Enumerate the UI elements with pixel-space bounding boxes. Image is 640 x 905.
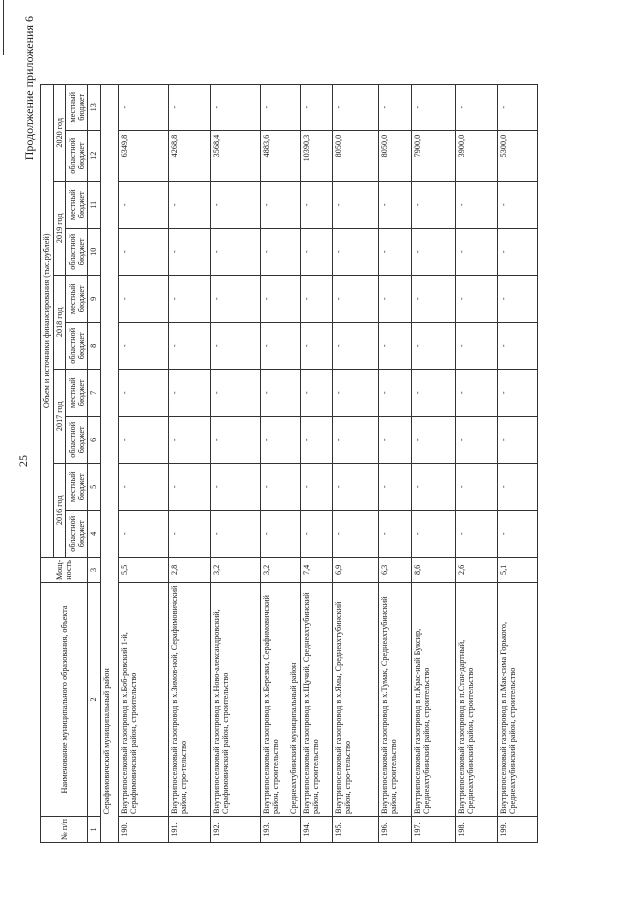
empty-value: - (332, 228, 378, 275)
empty-value: - (168, 322, 210, 369)
empty-value: - (497, 510, 537, 557)
row-number: 197. (411, 817, 455, 843)
object-name-text: Внутрипоселковый газопровод в х.Березки, Серафимовичский район, строительство (261, 595, 281, 814)
empty-value: - (210, 322, 260, 369)
row-number: 194. (300, 817, 332, 843)
local-2020-value: - (300, 84, 332, 130)
empty-value: - (411, 228, 455, 275)
empty-value: - (455, 416, 497, 463)
table-row (168, 84, 210, 842)
empty-value: - (168, 416, 210, 463)
column-number: 9 (88, 275, 100, 322)
empty-value: - (118, 510, 168, 557)
table-row (497, 84, 537, 842)
power-value: 2,6 (455, 557, 497, 582)
header-power: Мощ-ность (41, 557, 88, 582)
local-2020-value: - (118, 84, 168, 130)
regional-2020-value: 8050,0 (332, 130, 378, 181)
power-value: 3,2 (210, 557, 260, 582)
empty-value: - (455, 181, 497, 228)
empty-value: - (455, 510, 497, 557)
empty-value: - (455, 369, 497, 416)
empty-value: - (168, 369, 210, 416)
empty-value: - (497, 181, 537, 228)
object-name (455, 583, 497, 817)
empty-value: - (168, 228, 210, 275)
local-2020-value: - (210, 84, 260, 130)
header-regional-budget: областной бюджет (66, 228, 88, 275)
power-value: 2,8 (168, 557, 210, 582)
column-number: 1 (88, 817, 100, 843)
header-local-budget: местный бюджет (66, 369, 88, 416)
empty-value: - (260, 369, 300, 416)
row-number: 195. (332, 817, 378, 843)
object-name (210, 583, 260, 817)
empty-value: - (210, 510, 260, 557)
empty-value: - (210, 416, 260, 463)
column-number: 11 (88, 181, 100, 228)
empty-value: - (118, 369, 168, 416)
empty-value: - (168, 275, 210, 322)
empty-value: - (118, 228, 168, 275)
empty-value: - (411, 416, 455, 463)
section-title: Серафимовичский муниципальный район (100, 583, 118, 817)
section-title: Среднеахтубинский муниципальный район (288, 662, 298, 814)
column-number: 3 (88, 557, 100, 582)
empty-value: - (332, 322, 378, 369)
table-row (210, 84, 260, 842)
header-regional-budget: областной бюджет (66, 130, 88, 181)
object-name (260, 583, 300, 817)
object-name (378, 583, 411, 817)
page-number: 25 (16, 455, 30, 467)
table-row (332, 84, 378, 842)
empty-value: - (332, 463, 378, 510)
empty-value: - (411, 181, 455, 228)
object-name-text: Внутрипоселковый газопровод в п.Крас-ный Буксир, Среднеахтубинский район, строительство (412, 628, 432, 814)
empty-value: - (332, 181, 378, 228)
empty-value: - (455, 322, 497, 369)
empty-value: - (210, 181, 260, 228)
header-year: 2017 год (54, 369, 66, 463)
table-row (118, 84, 168, 842)
empty-value: - (378, 322, 411, 369)
regional-2020-value: 4883,6 (260, 130, 300, 181)
object-name-text: Внутрипоселковый газопровод в х.Зимов-ной, Серафимовичский район, стро-тельство (169, 585, 189, 814)
empty-value: - (260, 181, 300, 228)
header-name: Наименование муниципального образования, объекта (41, 583, 88, 817)
empty-value: - (300, 322, 332, 369)
column-number: 13 (88, 84, 100, 130)
local-2020-value: - (332, 84, 378, 130)
header-regional-budget: областной бюджет (66, 510, 88, 557)
section-spacer (100, 817, 118, 843)
local-2020-value: - (411, 84, 455, 130)
power-value: 3,2 (260, 557, 300, 582)
object-name-text: Внутрипоселковый газопровод в х.Боб-ровский 1-й, Серафимовичский район, строительство (119, 632, 139, 814)
empty-value: - (300, 463, 332, 510)
empty-value: - (378, 463, 411, 510)
regional-2020-value: 6349,8 (118, 130, 168, 181)
empty-value: - (378, 369, 411, 416)
table-row (455, 84, 497, 842)
empty-value: - (260, 228, 300, 275)
empty-value: - (168, 463, 210, 510)
empty-value: - (497, 463, 537, 510)
regional-2020-value: 5300,0 (497, 130, 537, 181)
empty-value: - (455, 228, 497, 275)
row-number: 190. (118, 817, 168, 843)
local-2020-value: - (455, 84, 497, 130)
empty-value: - (455, 275, 497, 322)
empty-value: - (497, 275, 537, 322)
empty-value: - (332, 416, 378, 463)
empty-value: - (332, 510, 378, 557)
column-number: 8 (88, 322, 100, 369)
row-number: 191. (168, 817, 210, 843)
empty-value: - (411, 510, 455, 557)
empty-value: - (210, 275, 260, 322)
empty-value: - (118, 275, 168, 322)
power-value: 6,3 (378, 557, 411, 582)
header-local-budget: местный бюджет (66, 181, 88, 228)
object-name (497, 583, 537, 817)
regional-2020-value: 10390,3 (300, 130, 332, 181)
empty-value: - (411, 369, 455, 416)
empty-value: - (378, 416, 411, 463)
object-name (300, 583, 332, 817)
empty-value: - (300, 369, 332, 416)
column-number: 6 (88, 416, 100, 463)
regional-2020-value: 8050,0 (378, 130, 411, 181)
row-number: 198. (455, 817, 497, 843)
header-year: 2019 год (54, 181, 66, 275)
empty-value: - (300, 510, 332, 557)
column-number: 5 (88, 463, 100, 510)
header-number: № п/п (41, 817, 88, 843)
section-spacer (100, 84, 118, 582)
empty-value: - (411, 463, 455, 510)
power-value: 6,9 (332, 557, 378, 582)
object-name-text: Внутрипоселковый газопровод в х.Ново-александровский, Серафимовичский район, строительство (211, 609, 231, 814)
empty-value: - (411, 322, 455, 369)
header-regional-budget: областной бюджет (66, 322, 88, 369)
header-year: 2016 год (54, 463, 66, 557)
header-local-budget: местный бюджет (66, 84, 88, 130)
empty-value: - (260, 275, 300, 322)
table-row (300, 84, 332, 842)
row-number: 192. (210, 817, 260, 843)
header-local-budget: местный бюджет (66, 463, 88, 510)
row-number: 196. (378, 817, 411, 843)
column-number: 12 (88, 130, 100, 181)
empty-value: - (260, 463, 300, 510)
table-row (260, 84, 300, 842)
empty-value: - (300, 275, 332, 322)
empty-value: - (300, 228, 332, 275)
object-name-text: Внутрипоселковый газопровод в х.Щучий, Среднеахтубинский район, строительство (301, 592, 321, 814)
empty-value: - (260, 416, 300, 463)
empty-value: - (118, 416, 168, 463)
continuation-label: Продолжение приложения 6 (22, 16, 36, 161)
empty-value: - (168, 510, 210, 557)
header-regional-budget: областной бюджет (66, 416, 88, 463)
local-2020-value: - (260, 84, 300, 130)
empty-value: - (378, 275, 411, 322)
empty-value: - (378, 510, 411, 557)
empty-value: - (300, 416, 332, 463)
object-name-text: Внутрипоселковый газопровод в х.Тумак, Среднеахтубинский район, строительство (379, 596, 399, 814)
empty-value: - (210, 228, 260, 275)
header-year: 2020 год (54, 84, 66, 181)
regional-2020-value: 4268,8 (168, 130, 210, 181)
empty-value: - (497, 322, 537, 369)
empty-value: - (118, 322, 168, 369)
local-2020-value: - (168, 84, 210, 130)
power-value: 7,4 (300, 557, 332, 582)
empty-value: - (332, 369, 378, 416)
regional-2020-value: 3900,0 (455, 130, 497, 181)
object-name-text: Внутрипоселковый газопровод в п.Мак-сима Горького, Среднеахтубинский район, строительство (498, 621, 518, 814)
empty-value: - (300, 181, 332, 228)
column-number: 7 (88, 369, 100, 416)
empty-value: - (260, 510, 300, 557)
header-year: 2018 год (54, 275, 66, 369)
empty-value: - (260, 322, 300, 369)
empty-value: - (497, 228, 537, 275)
column-number: 10 (88, 228, 100, 275)
regional-2020-value: 3568,4 (210, 130, 260, 181)
column-number: 4 (88, 510, 100, 557)
section-row (100, 84, 118, 842)
empty-value: - (378, 181, 411, 228)
empty-value: - (497, 416, 537, 463)
power-value: 5,1 (497, 557, 537, 582)
local-2020-value: - (497, 84, 537, 130)
empty-value: - (332, 275, 378, 322)
header-funding: Объем и источники финансирования (тыс.рублей) (41, 84, 54, 557)
empty-value: - (210, 369, 260, 416)
object-name (168, 583, 210, 817)
power-value: 5,5 (118, 557, 168, 582)
empty-value: - (378, 228, 411, 275)
empty-value: - (118, 463, 168, 510)
empty-value: - (168, 181, 210, 228)
empty-value: - (497, 369, 537, 416)
object-name-text: Внутрипоселковый газопровод в х.Ямы, Среднеахтубинский район, стро-тельство (333, 601, 353, 814)
empty-value: - (210, 463, 260, 510)
row-number: 193. (260, 817, 300, 843)
power-value: 8,6 (411, 557, 455, 582)
object-name (411, 583, 455, 817)
object-name (118, 583, 168, 817)
column-number: 2 (88, 583, 100, 817)
table-row (411, 84, 455, 842)
table-row (378, 84, 411, 842)
empty-value: - (411, 275, 455, 322)
object-name (332, 583, 378, 817)
header-local-budget: местный бюджет (66, 275, 88, 322)
empty-value: - (118, 181, 168, 228)
object-name-text: Внутрипоселковый газопровод в п.Стан-дартный, Среднеахтубинский район, строительство (456, 639, 476, 814)
top-rule (3, 0, 4, 55)
row-number: 199. (497, 817, 537, 843)
regional-2020-value: 7900,0 (411, 130, 455, 181)
empty-value: - (455, 463, 497, 510)
funding-table (40, 84, 538, 843)
local-2020-value: - (378, 84, 411, 130)
